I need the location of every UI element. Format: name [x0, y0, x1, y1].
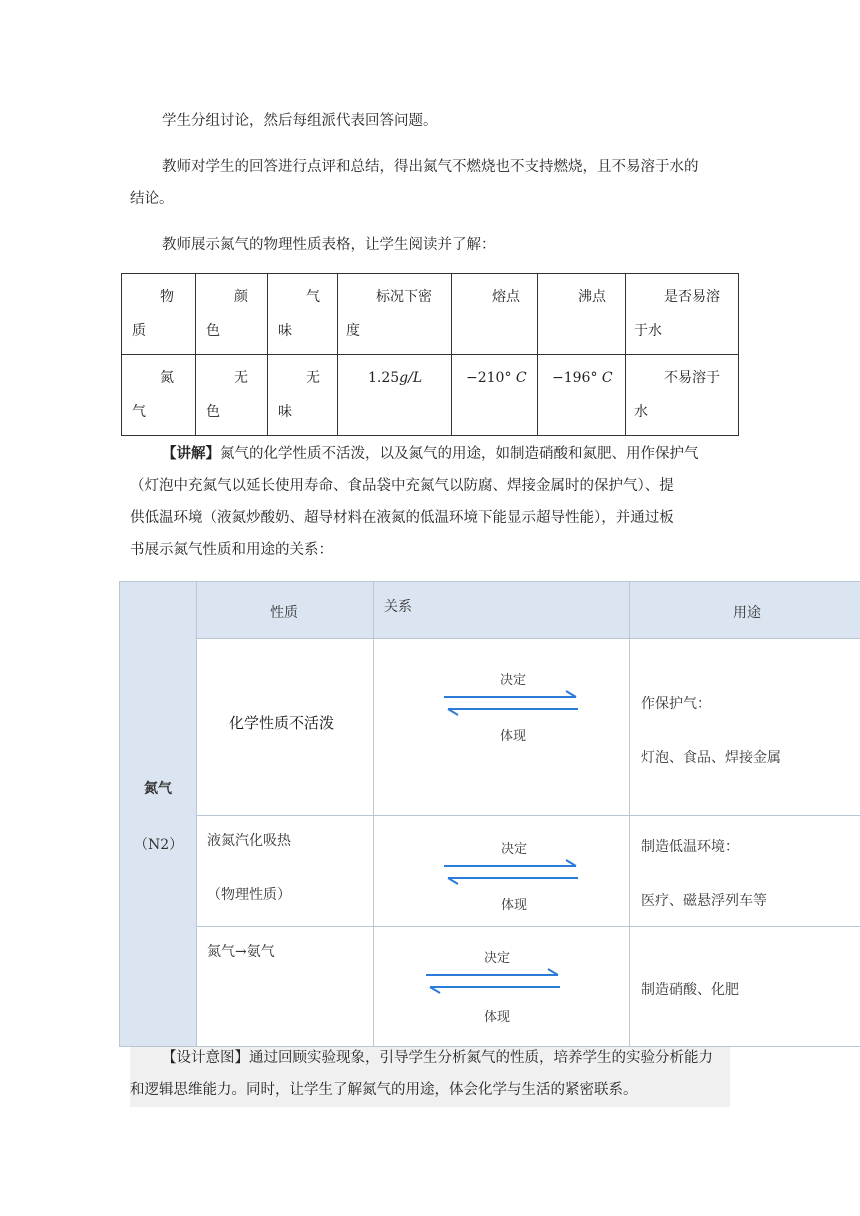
header-relation: 关系 — [374, 581, 630, 639]
double-arrow-icon — [442, 858, 582, 886]
property-use-board — [119, 581, 860, 1047]
double-arrow-icon — [442, 689, 582, 717]
table-header-row — [122, 274, 739, 355]
header-use: 用途 — [630, 581, 860, 639]
row2-property-cell: 液氮汽化吸热 （物理性质） — [197, 816, 374, 927]
paragraph-discussion: 学生分组讨论，然后每组派代表回答问题。 — [162, 113, 438, 129]
lecture-line-4: 书展示氮气性质和用途的关系： — [130, 542, 333, 558]
double-arrow-icon — [424, 967, 564, 995]
row1-use-cell: 作保护气： 灯泡、食品、焊接金属 — [630, 639, 860, 816]
cell-odor: 无 味 — [268, 355, 338, 436]
header-odor: 气 味 — [268, 274, 338, 355]
header-solubility: 是否易溶 于水 — [626, 274, 739, 355]
header-boiling-point: 沸点 — [538, 274, 626, 355]
lecture-line-2: （灯泡中充氮气以延长使用寿命、食品袋中充氮气以防腐、焊接金属时的保护气）、提 — [130, 478, 674, 494]
cell-color: 无 色 — [196, 355, 268, 436]
row1-relation-cell: 决定 体现 — [374, 639, 630, 816]
lecture-tag: 【讲解】 — [162, 445, 220, 462]
row2-relation-cell: 决定 体现 — [374, 816, 630, 927]
side-title: 氮气 — [144, 781, 172, 797]
paragraph-summary-cont: 结论。 — [130, 191, 174, 207]
header-property: 性质 — [197, 581, 374, 639]
table-row-nitrogen — [122, 355, 739, 436]
header-substance: 物 质 — [122, 274, 196, 355]
row3-use-cell: 制造硝酸、化肥 — [630, 927, 860, 1047]
side-formula: （N2） — [134, 837, 184, 853]
paragraph-table-intro: 教师展示氮气的物理性质表格，让学生阅读并了解： — [162, 237, 496, 253]
lecture-line-3: 供低温环境（液氮炒酸奶、超导材料在液氮的低温环境下能显示超导性能），并通过板 — [130, 510, 674, 526]
lecture-line-1: 【讲解】氮气的化学性质不活泼，以及氮气的用途，如制造硝酸和氮肥、用作保护气 — [162, 445, 699, 462]
row1-property-cell: 化学性质不活泼 — [197, 639, 374, 816]
header-melting-point: 熔点 — [452, 274, 538, 355]
paragraph-summary: 教师对学生的回答进行点评和总结，得出氮气不燃烧也不支持燃烧，且不易溶于水的 — [162, 159, 699, 175]
row3-property-cell: 氮气→氨气 — [197, 927, 374, 1047]
row2-use-cell: 制造低温环境： 医疗、磁悬浮列车等 — [630, 816, 860, 927]
cell-solubility: 不易溶于 水 — [626, 355, 739, 436]
cell-melting-point: −210° C — [452, 355, 538, 436]
board-side-column — [119, 581, 197, 1047]
header-color: 颜 色 — [196, 274, 268, 355]
cell-substance: 氮 气 — [122, 355, 196, 436]
cell-boiling-point: −196° C — [538, 355, 626, 436]
physical-properties-table — [121, 273, 739, 436]
header-density: 标况下密 度 — [338, 274, 452, 355]
design-line-1: 【设计意图】通过回顾实验现象，引导学生分析氮气的性质，培养学生的实验分析能力 — [162, 1050, 713, 1066]
design-tag: 【设计意图】 — [162, 1050, 249, 1066]
row3-relation-cell: 决定 体现 — [374, 927, 630, 1047]
cell-density: 1.25g/L — [338, 355, 452, 436]
design-line-2: 和逻辑思维能力。同时，让学生了解氮气的用途，体会化学与生活的紧密联系。 — [130, 1082, 638, 1098]
